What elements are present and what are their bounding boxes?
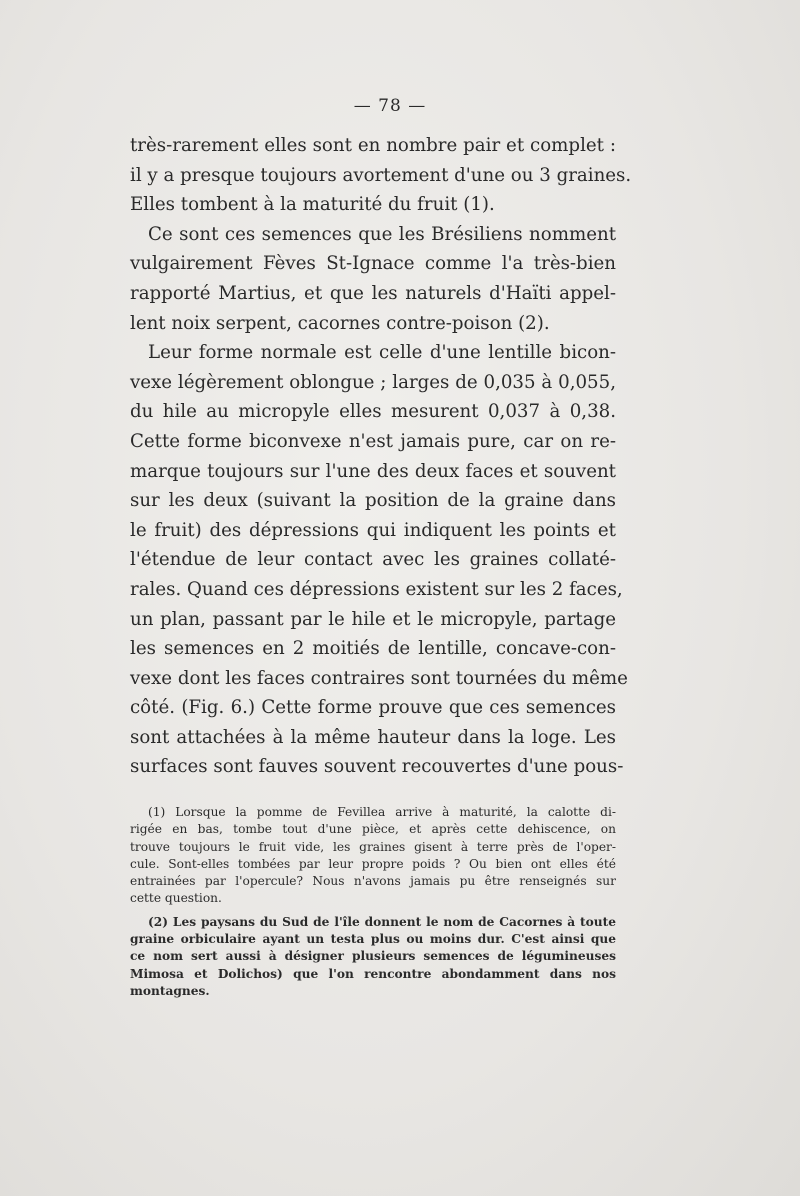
body-line: du hile au micropyle elles mesurent 0,037 à 0,38.: [130, 401, 616, 423]
footnotes: [130, 804, 616, 1006]
footnote-line: rigée en bas, tombe tout d'une pièce, et après cette dehiscence, on: [130, 822, 616, 837]
footnote-line: ce nom sert aussi à désigner plusieurs semences de légumineuses: [130, 949, 616, 964]
body-line: le fruit) des dépressions qui indiquent les points et: [130, 519, 616, 541]
footnote-line: (1) Lorsque la pomme de Fevillea arrive à maturité, la calotte di-: [148, 805, 616, 819]
body-line: Elles tombent à la maturité du fruit (1).: [130, 194, 495, 216]
body-line: les semences en 2 moitiés de lentille, concave-con-: [130, 638, 616, 660]
body-text: [130, 131, 632, 782]
footnote-line: trouve toujours le fruit vide, les graines gisent à terre près de l'oper-: [130, 839, 616, 854]
footnote-line: cule. Sont-elles tombées par leur propre poids ? Ou bien ont elles été: [130, 856, 616, 871]
body-line: vexe légèrement oblongue ; larges de 0,035 à 0,055,: [130, 371, 616, 393]
body-line: surfaces sont fauves souvent recouvertes d'une pous-: [130, 756, 624, 778]
body-line: rales. Quand ces dépressions existent sur les 2 faces,: [130, 578, 623, 600]
body-line: sont attachées à la même hauteur dans la loge. Les: [130, 726, 616, 748]
footnote-line: cette question.: [130, 891, 222, 906]
body-line: Leur forme normale est celle d'une lentille bicon-: [148, 342, 616, 364]
footnote-2: [130, 914, 616, 1000]
body-line: très-rarement elles sont en nombre pair et complet :: [130, 135, 616, 156]
body-line: côté. (Fig. 6.) Cette forme prouve que ces semences: [130, 697, 616, 719]
body-line: Ce sont ces semences que les Brésiliens nomment: [148, 223, 616, 245]
body-line: lent noix serpent, cacornes contre-poison (2).: [130, 312, 550, 334]
body-line: l'étendue de leur contact avec les graines collaté-: [130, 549, 616, 571]
footnote-line: montagnes.: [130, 983, 210, 998]
footnote-line: Mimosa et Dolichos) que l'on rencontre abondamment dans nos: [130, 966, 616, 981]
footnote-1: [130, 804, 616, 908]
page-number: — 78 —: [353, 96, 427, 116]
footnote-line: graine orbiculaire ayant un testa plus ou moins dur. C'est ainsi que: [130, 932, 616, 947]
body-line: Cette forme biconvexe n'est jamais pure, car on re-: [130, 430, 616, 452]
body-line: un plan, passant par le hile et le micropyle, partage: [130, 608, 616, 630]
body-line: il y a presque toujours avortement d'une ou 3 graines.: [130, 164, 632, 186]
body-line: vulgairement Fèves St-Ignace comme l'a très-bien: [130, 253, 616, 275]
footnote-line: entrainées par l'opercule? Nous n'avons jamais pu être renseignés sur: [130, 874, 616, 889]
body-line: vexe dont les faces contraires sont tournées du même: [130, 667, 628, 689]
footnote-line: (2) Les paysans du Sud de l'île donnent le nom de Cacornes à toute: [148, 914, 616, 929]
body-line: rapporté Martius, et que les naturels d'Haïti appel-: [130, 282, 616, 304]
body-line: sur les deux (suivant la position de la graine dans: [130, 490, 616, 512]
body-line: marque toujours sur l'une des deux faces et souvent: [130, 460, 616, 482]
